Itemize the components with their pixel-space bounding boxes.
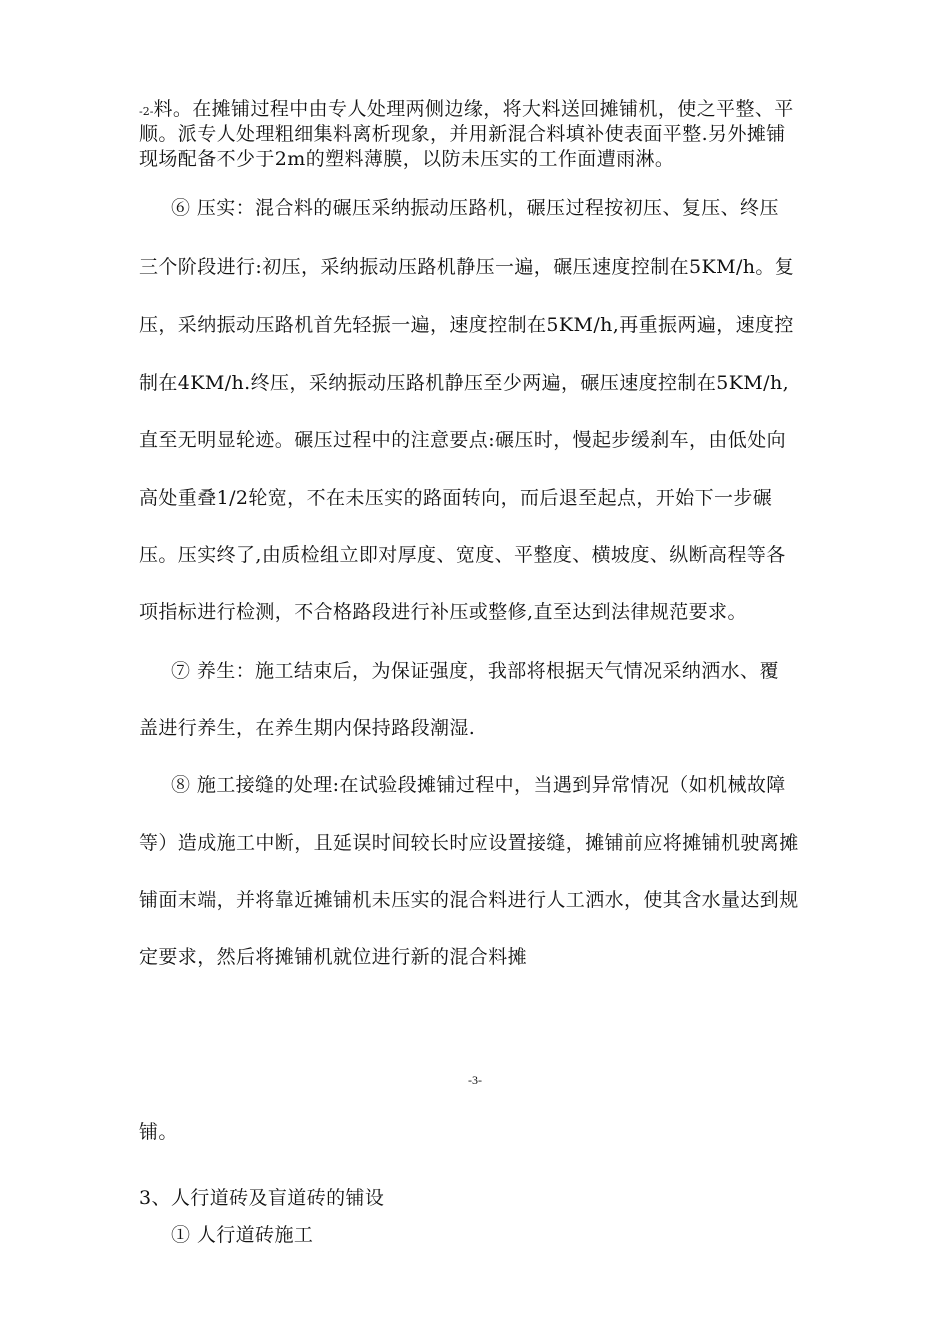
paragraph-line: 高处重叠1/2轮宽，不在未压实的路面转向，而后退至起点，开始下一步碾 xyxy=(139,487,773,509)
paragraph-line: 三个阶段进行:初压，采纳振动压路机静压一遍，碾压速度控制在5KM/h。复 xyxy=(139,256,795,278)
paragraph-line: 制在4KM/h.终压，采纳振动压路机静压至少两遍，碾压速度控制在5KM/h, xyxy=(139,372,790,394)
page-marker: -2- xyxy=(139,105,154,118)
paragraph-line xyxy=(139,97,839,124)
paragraph-line: 等）造成施工中断，且延误时间较长时应设置接缝，摊铺前应将摊铺机驶离摊 xyxy=(139,832,799,854)
curing-heading-line: ⑦ 养生：施工结束后，为保证强度，我部将根据天气情况采纳洒水、覆 xyxy=(171,660,779,682)
paragraph-line: 压，采纳振动压路机首先轻振一遍，速度控制在5KM/h,再重振两遍，速度控 xyxy=(139,314,794,336)
paragraph-line: 直至无明显轮迹。碾压过程中的注意要点:碾压时，慢起步缓刹车，由低处向 xyxy=(139,429,787,451)
paragraph-line: 项指标进行检测，不合格路段进行补压或整修,直至达到法律规范要求。 xyxy=(139,601,747,623)
page-number: -3- xyxy=(468,1073,482,1087)
section-subheading: ① 人行道砖施工 xyxy=(171,1224,314,1246)
joints-heading-line: ⑧ 施工接缝的处理:在试验段摊铺过程中，当遇到异常情况（如机械故障 xyxy=(171,774,786,796)
paragraph-line: 定要求，然后将摊铺机就位进行新的混合料摊 xyxy=(139,946,528,968)
continuation-line: 铺。 xyxy=(139,1121,178,1143)
paragraph-line: 盖进行养生，在养生期内保持路段潮湿. xyxy=(139,717,476,739)
compaction-heading-line: ⑥ 压实：混合料的碾压采纳振动压路机，碾压过程按初压、复压、终压 xyxy=(171,197,779,219)
paragraph-line: 顺。派专人处理粗细集料离析现象，并用新混合料填补使表面平整.另外摊铺 xyxy=(139,123,786,145)
text-run: 料。在摊铺过程中由专人处理两侧边缘，将大料送回摊铺机，使之平整、平 xyxy=(153,98,794,120)
section-heading: 3、人行道砖及盲道砖的铺设 xyxy=(139,1187,385,1209)
paragraph-line: 铺面末端，并将靠近摊铺机未压实的混合料进行人工洒水，使其含水量达到规 xyxy=(139,889,799,911)
paragraph-line: 压。压实终了,由质检组立即对厚度、宽度、平整度、横坡度、纵断高程等各 xyxy=(139,544,786,566)
paragraph-line: 现场配备不少于2m的塑料薄膜，以防未压实的工作面遭雨淋。 xyxy=(139,148,675,170)
